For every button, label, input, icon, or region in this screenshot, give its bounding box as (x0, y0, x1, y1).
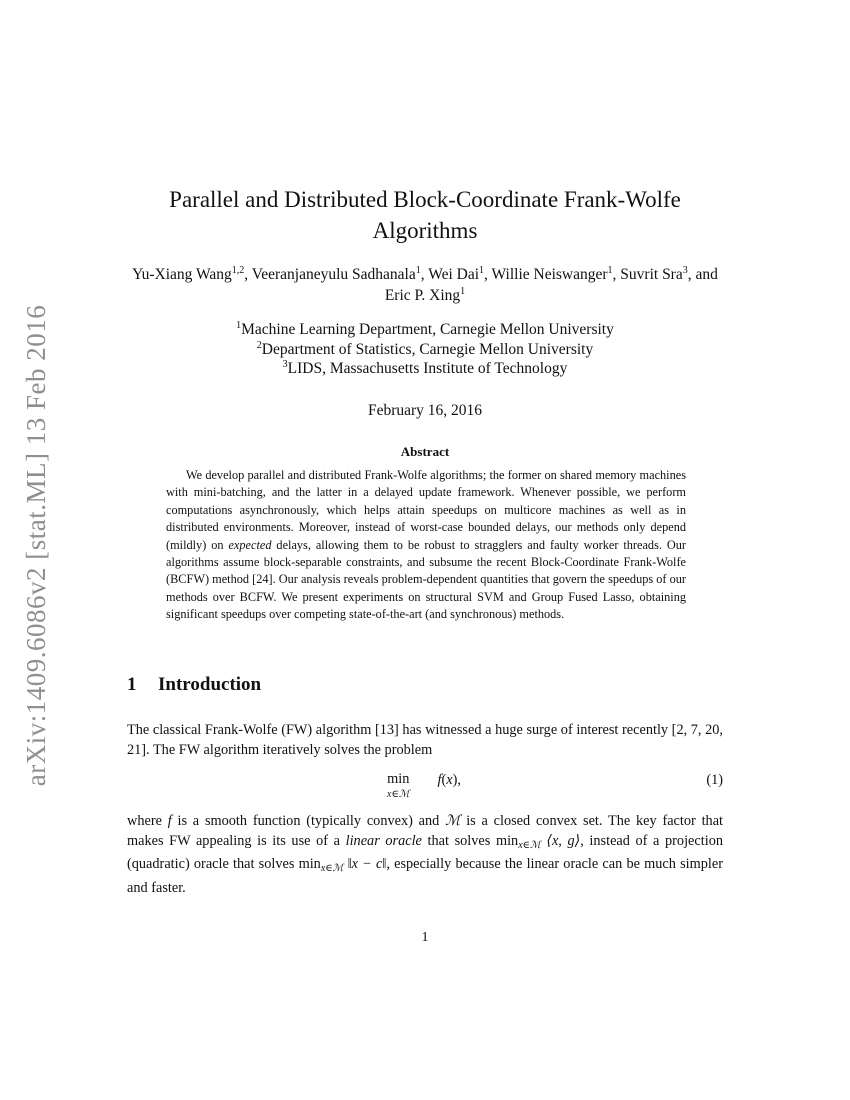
author: Yu-Xiang Wang$^{1,2}$, (132, 264, 252, 283)
section-title: Introduction (158, 674, 262, 695)
affiliation: $^1$Machine Learning Department, Carnegie Mellon University (236, 319, 614, 338)
affiliation: $^2$Department of Statistics, Carnegie Mellon University (256, 339, 594, 358)
abstract-body: We develop parallel and distributed Frank-Wolfe algorithms; the former on shared memory machines with mini-batching, and the latter in a delayed update framework. Whenever possible, we perform computations asynchronously, which helps attain speedups on multicore machines as well as in distributed environments. Moreover, instead of worst-case bounded delays, our methods only depend (mildly) on expected delays, allowing them to be robust to stragglers and faulty worker threads. Our algorithms assume block-separable constraints, and subsume the recent Block-Coordinate Frank-Wolfe (BCFW) method [24]. Our analysis reveals problem-dependent quantities that govern the speedups of our methods over BCFW. We present experiments on structural SVM and Group Fused Lasso, obtaining significant speedups over competing state-of-the-art (and synchronous) methods. (166, 468, 686, 622)
equation-1 (127, 772, 723, 804)
affiliations (140, 320, 710, 379)
abstract-heading: Abstract (400, 444, 450, 459)
abstract-emphasis: expected (228, 537, 272, 552)
author: Suvrit Sra$^3$, and (620, 264, 718, 283)
section-number: 1 (127, 674, 137, 695)
title-line-1: Parallel and Distributed Block-Coordinate Frank-Wolfe (169, 187, 681, 212)
title-line-2: Algorithms (372, 218, 478, 243)
arxiv-stamp-text: arXiv:1409.6086v2 [stat.ML] 13 Feb 2016 (21, 304, 52, 786)
equation-number: (1) (706, 772, 723, 788)
author: Veeranjaneyulu Sadhanala$^1$, (251, 264, 429, 283)
intro-paragraph-1: The classical Frank-Wolfe (FW) algorithm [13] has witnessed a huge surge of interest recently [2, 7, 20, 21]. The FW algorithm iteratively solves the problem (127, 722, 723, 758)
min-operator: min x∈ℳ (387, 771, 410, 800)
intro-paragraph-2: where f is a smooth function (typically convex) and ℳ is a closed convex set. The key factor that makes FW appealing is its use of a linear oracle that solves $\min_{x\in ℳ}$ ⟨x, g⟩, instead of a projection (quadratic) oracle that solves $\min_{x\in ℳ}$ ‖x − c‖, especially because the linear oracle can be much simpler and faster. (127, 813, 724, 896)
paper-date: February 16, 2016 (367, 402, 483, 419)
author-list (120, 264, 730, 306)
section-heading (127, 674, 261, 696)
equation-body: f(x), (437, 772, 461, 788)
linear-oracle-emphasis: linear oracle (345, 832, 422, 849)
author: Willie Neiswanger$^1$, (491, 264, 621, 283)
page-number: 1 (421, 930, 429, 945)
arxiv-stamp (14, 295, 60, 795)
author: Wei Dai$^1$, (428, 264, 492, 283)
paper-title (130, 184, 720, 246)
affiliation: $^3$LIDS, Massachusetts Institute of Technology (282, 358, 568, 377)
author: Eric P. Xing$^1$ (384, 285, 466, 304)
